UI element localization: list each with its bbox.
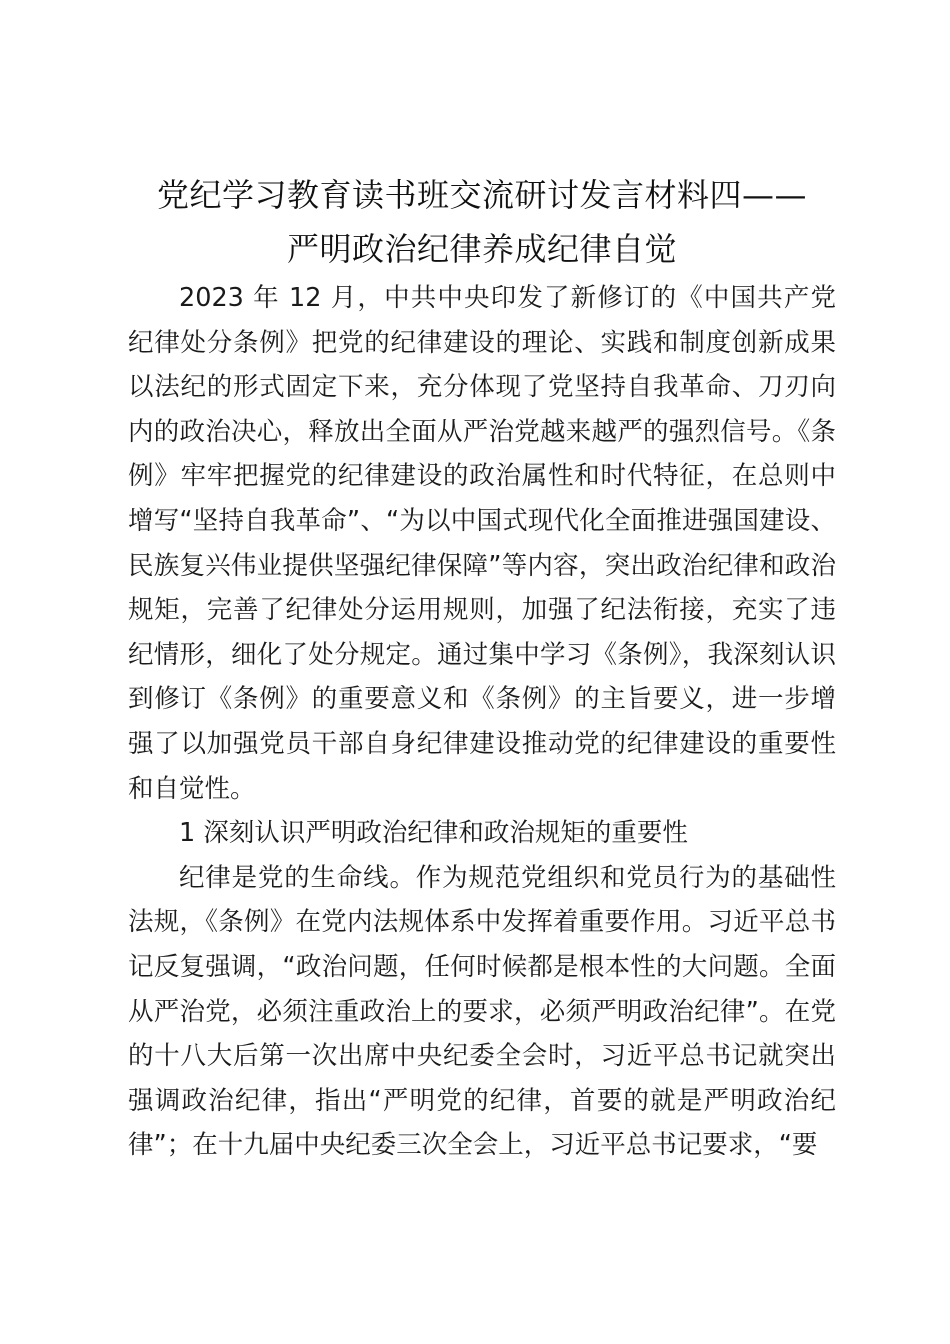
paragraph-intro: 2023 年 12 月，中共中央印发了新修订的《中国共产党纪律处分条例》把党的纪律建设的理论、实践和制度创新成果以法纪的形式固定下来，充分体现了党坚持自我革命、刀刃向内的政治决心，释放出全面从严治党越来越严的强烈信号。《条例》牢牢把握党的纪律建设的政治属性和时代特征，在总则中增写“坚持自我革命”、“为以中国式现代化全面推进强国建设、民族复兴伟业提供坚强纪律保障”等内容，突出政治纪律和政治规矩，完善了纪律处分运用规则，加强了纪法衔接，充实了违纪情形，细化了处分规定。通过集中学习《条例》，我深刻认识到修订《条例》的重要意义和《条例》的主旨要义，进一步增强了以加强党员干部自身纪律建设推动党的纪律建设的重要性和自觉性。: [128, 283, 836, 804]
paragraph-body: 纪律是党的生命线。作为规范党组织和党员行为的基础性法规，《条例》在党内法规体系中发挥着重要作用。习近平总书记反复强调，“政治问题，任何时候都是根本性的大问题。全面从严治党，必须注重政治上的要求，必须严明政治纪律”。在党的十八大后第一次出席中央纪委全会时，习近平总书记就突出强调政治纪律，指出“严明党的纪律，首要的就是严明政治纪律”；在十九届中央纪委三次全会上，习近平总书记要求，“要: [128, 862, 836, 1161]
title-line-2: 严明政治纪律养成纪律自觉: [286, 230, 677, 268]
title-line-1: 党纪学习教育读书班交流研讨发言材料四——: [156, 176, 807, 214]
document-title: [128, 168, 836, 276]
document-page: [128, 168, 836, 1168]
section-heading: 1 深刻认识严明政治纪律和政治规矩的重要性: [179, 818, 688, 849]
